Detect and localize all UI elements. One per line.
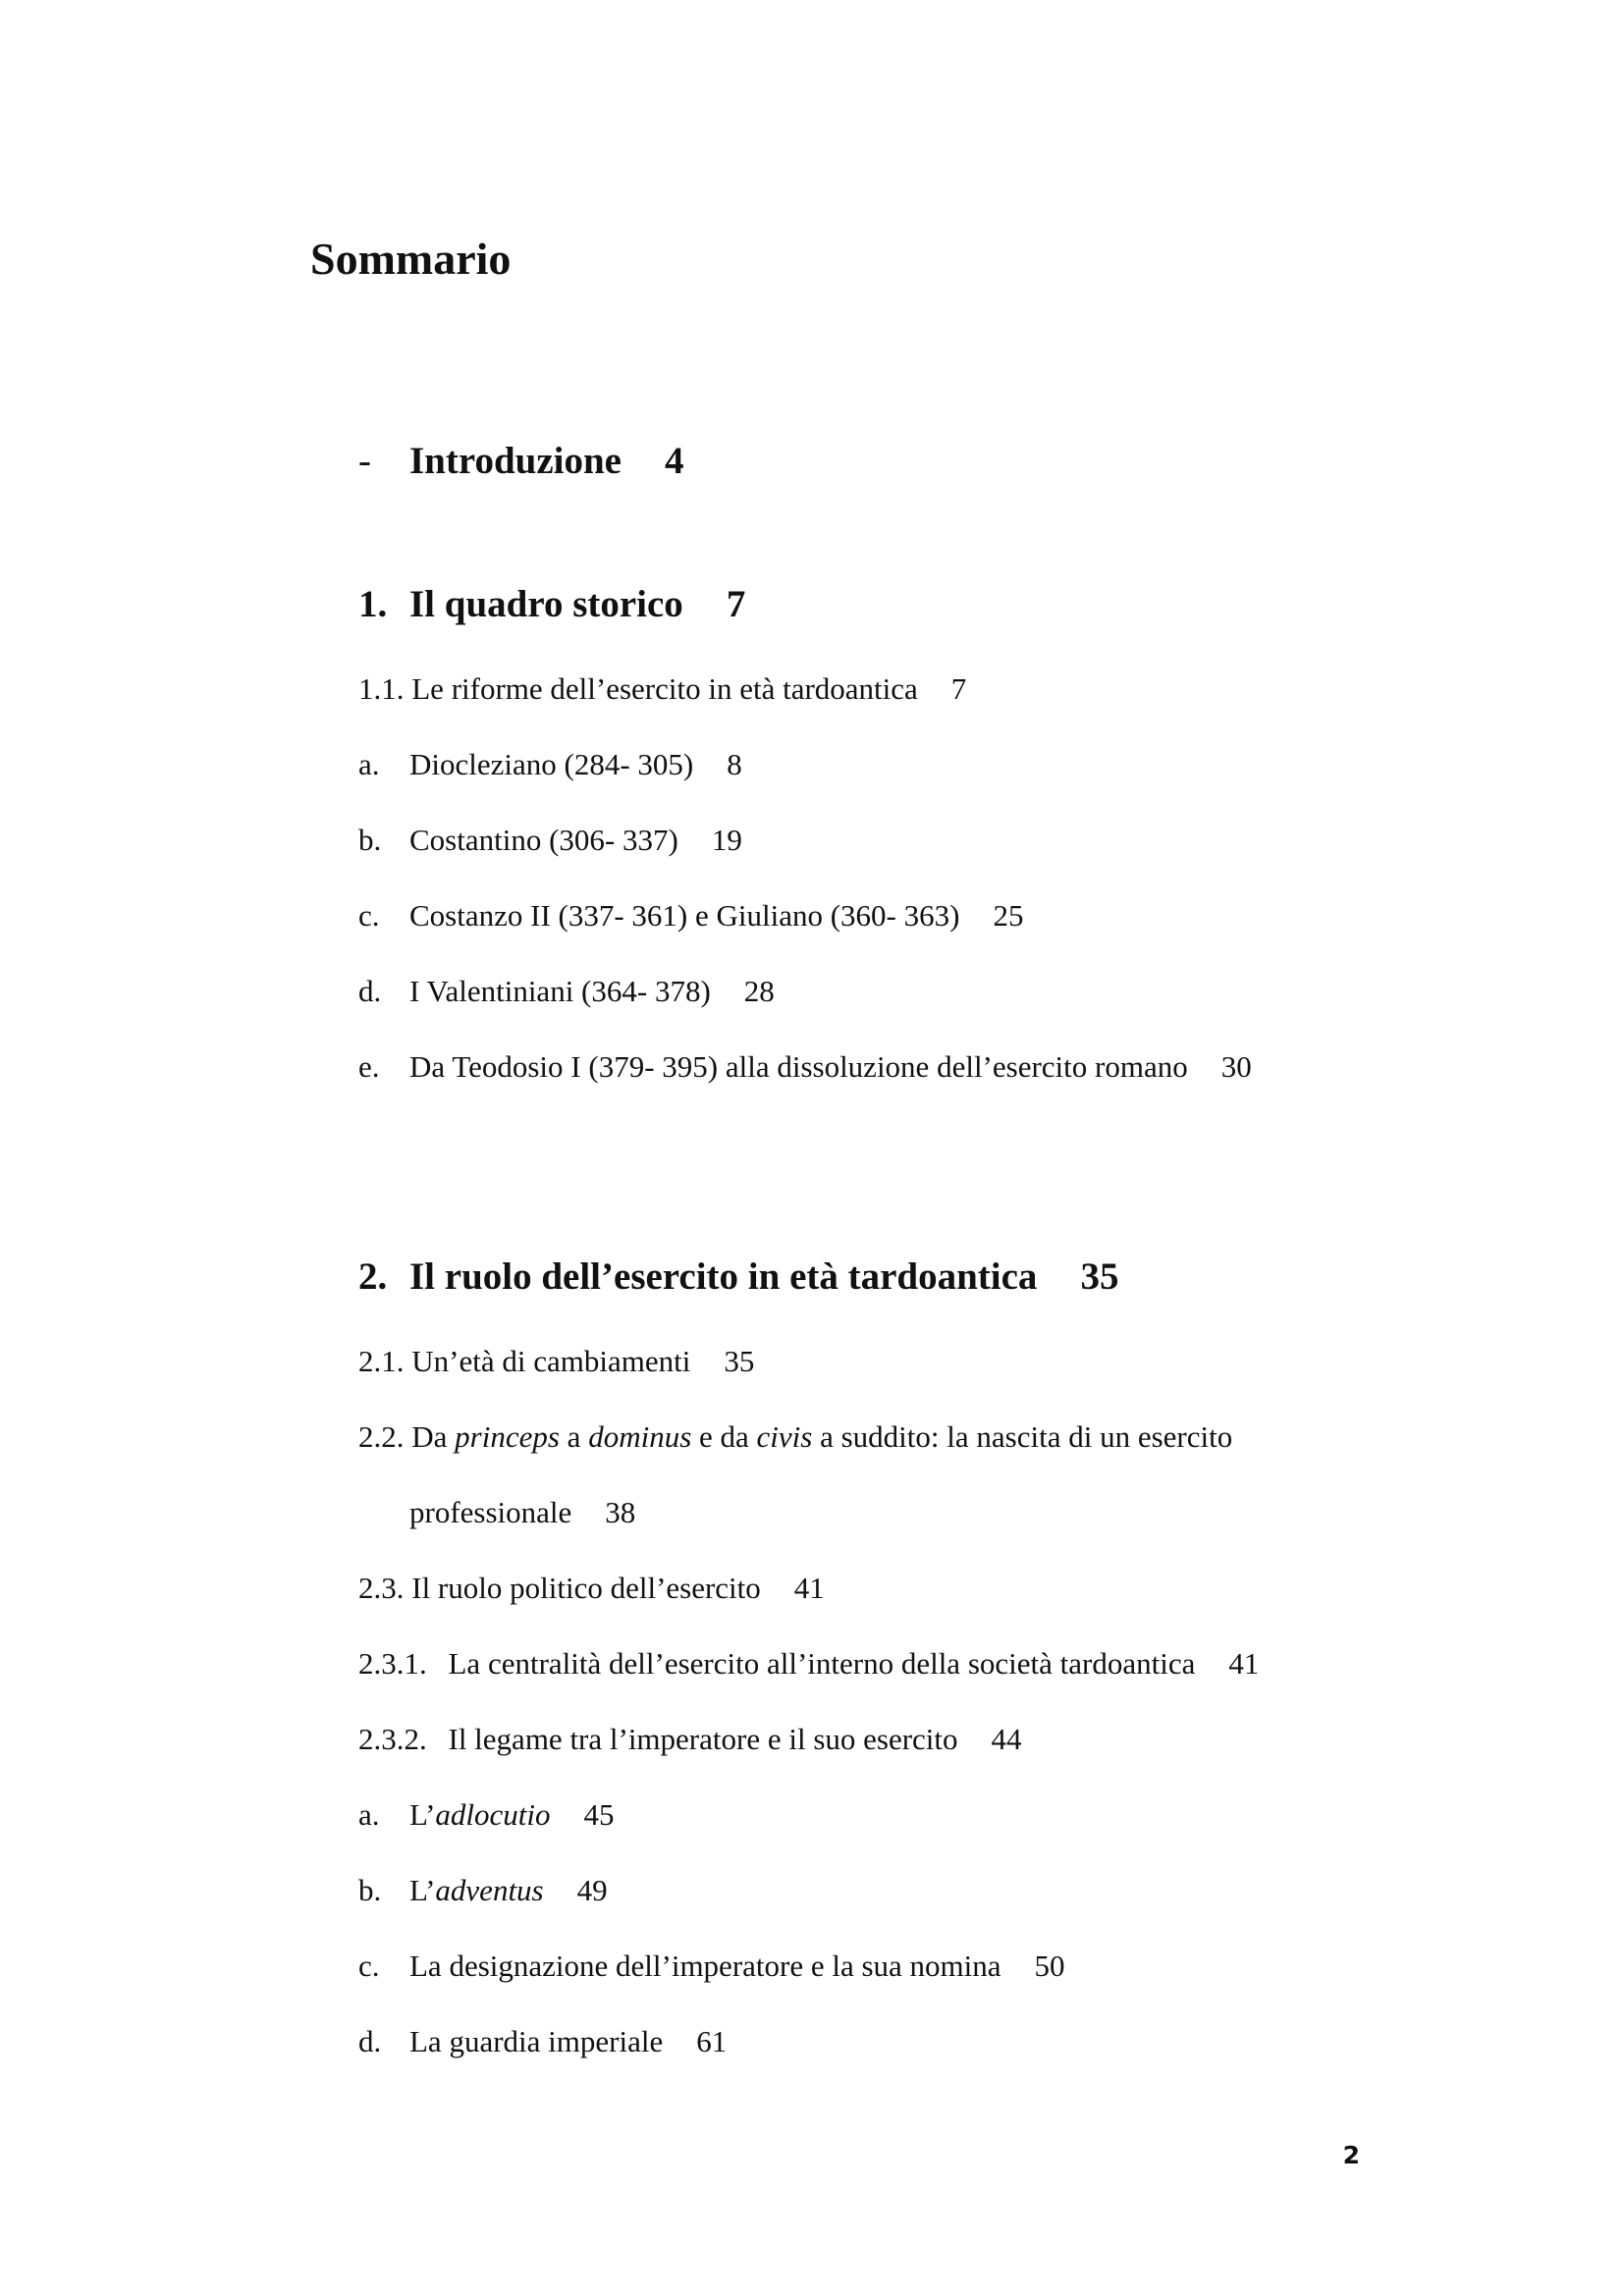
entry-label: Il legame tra l’imperatore e il suo esercito [448, 1722, 958, 1756]
entry-label: I Valentiniani (364- 378) [409, 974, 711, 1008]
chapter-1-page: 7 [726, 583, 746, 625]
entry-label-italic: adlocutio [435, 1797, 551, 1832]
entry-label-continuation: professionale [409, 1495, 572, 1529]
entry-page: 8 [727, 747, 742, 781]
entry-number: d. [358, 974, 382, 1008]
chapter-2-number: 2. [358, 1255, 388, 1298]
intro-label: Introduzione [409, 440, 622, 482]
entry-number: 2.3. [358, 1571, 405, 1605]
entry-label: Diocleziano (284- 305) [409, 747, 694, 781]
entry-number: b. [358, 823, 382, 857]
entry-page: 44 [991, 1722, 1022, 1756]
entry-label-part: a [559, 1419, 589, 1454]
entry-number: 2.3.2. [358, 1722, 427, 1756]
entry-number: 2.1. [358, 1344, 405, 1378]
entry-number: 2.2. [358, 1419, 405, 1454]
entry-number: a. [358, 747, 380, 781]
entry-number: 2.3.1. [358, 1646, 427, 1681]
entry-label-italic: princeps [455, 1419, 560, 1454]
entry-number: c. [358, 898, 380, 933]
entry-page: 28 [743, 974, 775, 1008]
entry-label: Il ruolo politico dell’esercito [411, 1571, 761, 1605]
chapter-1-label: Il quadro storico [409, 583, 683, 625]
entry-label-part: a suddito: la nascita di un esercito [812, 1419, 1233, 1454]
entry-number: a. [358, 1797, 380, 1832]
page-number: 2 [1342, 2141, 1360, 2169]
entry-page: 7 [950, 671, 967, 706]
entry-label-prefix: L’ [409, 1797, 436, 1832]
entry-number: b. [358, 1873, 382, 1907]
page-title: Sommario [310, 234, 512, 284]
entry-page: 49 [576, 1873, 608, 1907]
entry-number: 1.1. [358, 671, 405, 706]
chapter-1-number: 1. [358, 583, 388, 625]
entry-number: d. [358, 2024, 382, 2058]
entry-label: Costanzo II (337- 361) e Giuliano (360- 363) [409, 898, 960, 933]
entry-label-italic: adventus [435, 1873, 544, 1907]
entry-label-part: Da [411, 1419, 456, 1454]
entry-page: 25 [993, 898, 1024, 933]
entry-label: Costantino (306- 337) [409, 823, 678, 857]
intro-page: 4 [665, 440, 684, 482]
chapter-2-label: Il ruolo dell’esercito in età tardoantica [409, 1255, 1038, 1298]
entry-label: Le riforme dell’esercito in età tardoantica [411, 671, 918, 706]
entry-page: 30 [1220, 1049, 1252, 1084]
entry-label-italic: dominus [588, 1419, 692, 1454]
entry-page: 35 [724, 1344, 755, 1378]
entry-page: 38 [605, 1495, 636, 1529]
entry-label: Un’età di cambiamenti [411, 1344, 691, 1378]
chapter-2-page: 35 [1080, 1255, 1119, 1298]
entry-page: 50 [1034, 1949, 1065, 1983]
entry-label-prefix: L’ [409, 1873, 436, 1907]
entry-label: La designazione dell’imperatore e la sua nomina [409, 1949, 1001, 1983]
entry-label: Da Teodosio I (379- 395) alla dissoluzione dell’esercito romano [409, 1049, 1188, 1084]
entry-number: e. [358, 1049, 380, 1084]
entry-page: 45 [583, 1797, 615, 1832]
entry-label: La guardia imperiale [409, 2024, 664, 2058]
entry-label-part: e da [691, 1419, 757, 1454]
entry-number: c. [358, 1949, 380, 1983]
intro-marker: - [358, 440, 371, 482]
entry-label: La centralità dell’esercito all’interno della società tardoantica [448, 1646, 1196, 1681]
entry-label-italic: civis [756, 1419, 813, 1454]
entry-page: 61 [696, 2024, 728, 2058]
entry-page: 41 [793, 1571, 825, 1605]
entry-page: 19 [711, 823, 742, 857]
entry-page: 41 [1228, 1646, 1260, 1681]
